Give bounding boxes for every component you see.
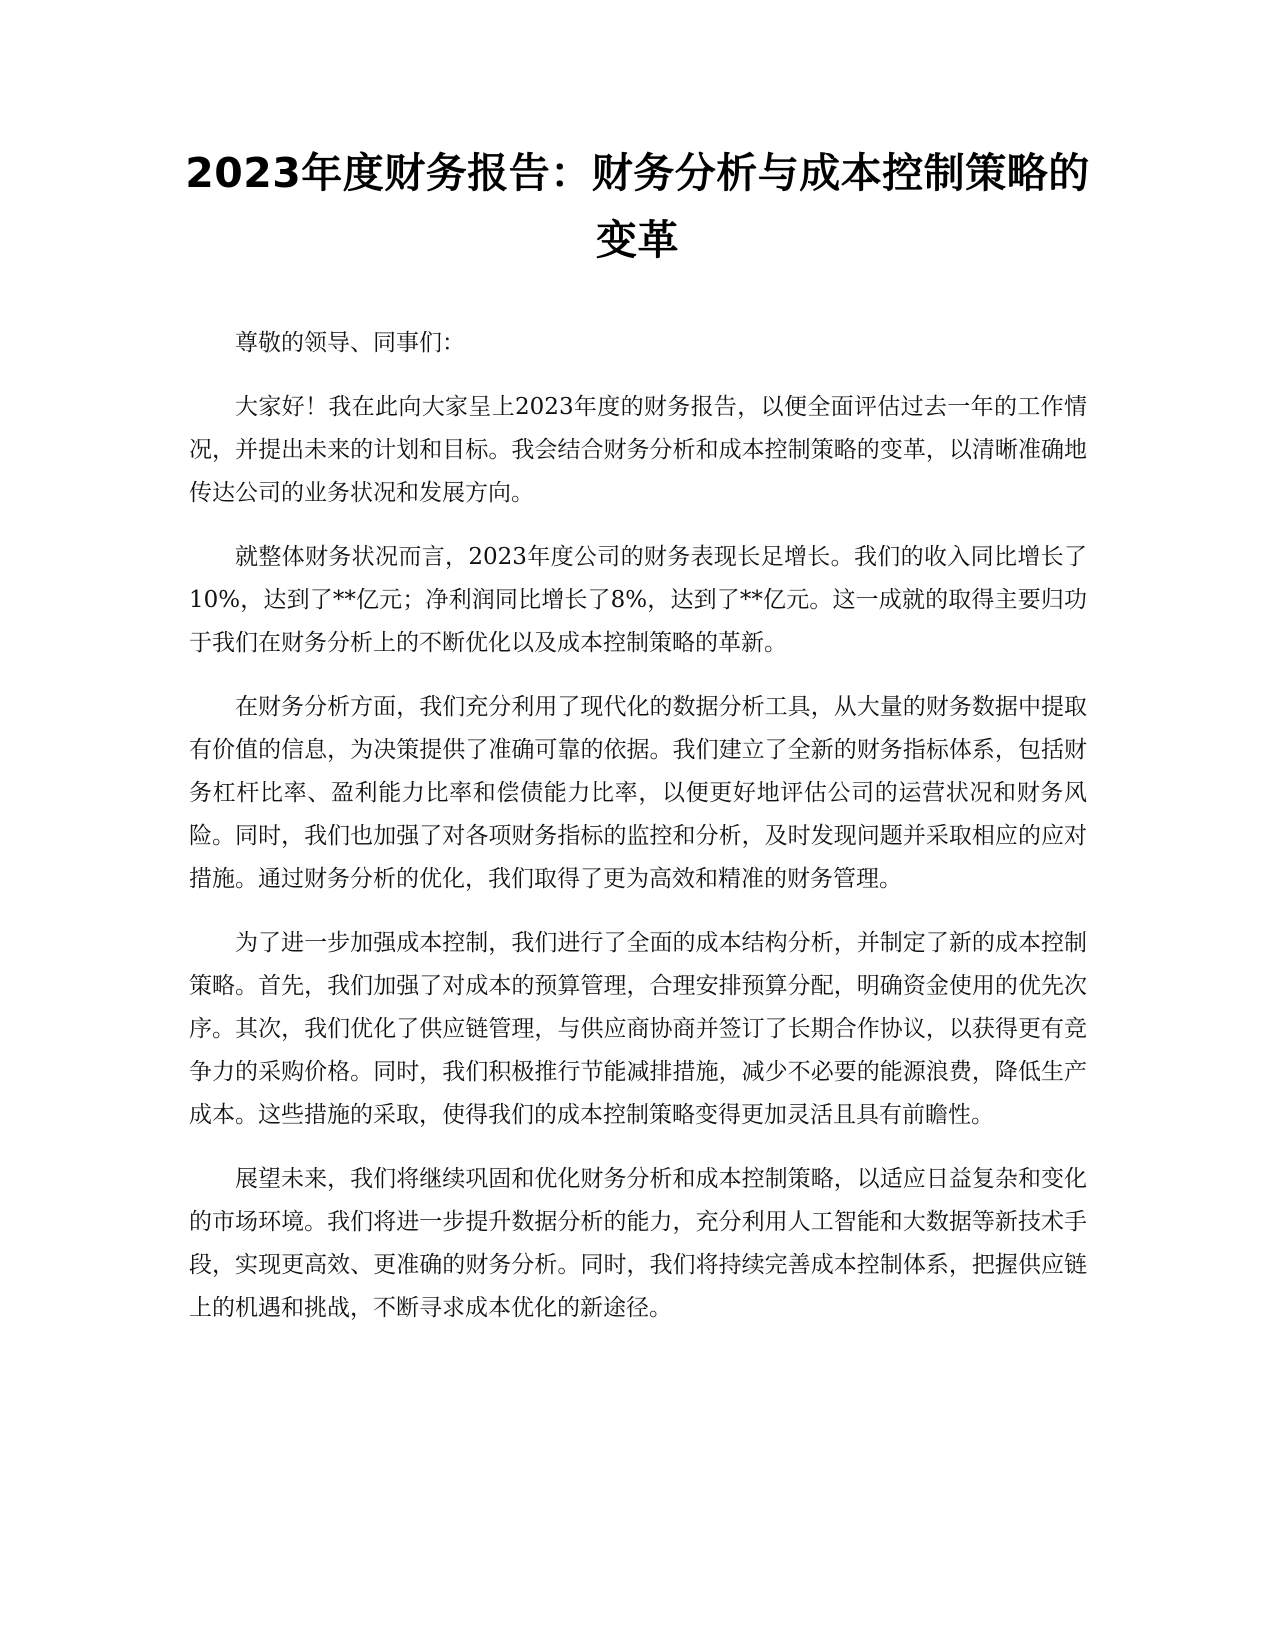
document-title: 2023年度财务报告：财务分析与成本控制策略的变革: [185, 149, 1090, 264]
paragraph-cost-control: 为了进一步加强成本控制，我们进行了全面的成本结构分析，并制定了新的成本控制策略。首先，我们加强了对成本的预算管理，合理安排预算分配，明确资金使用的优先次序。其次，我们优化了供应链管理，与供应商协商并签订了长期合作协议，以获得更有竞争力的采购价格。同时，我们积极推行节能减排措施，减少不必要的能源浪费，降低生产成本。这些措施的采取，使得我们的成本控制策略变得更加灵活且具有前瞻性。: [189, 930, 1087, 1128]
paragraph-intro: 大家好！我在此向大家呈上2023年度的财务报告，以便全面评估过去一年的工作情况，并提出未来的计划和目标。我会结合财务分析和成本控制策略的变革，以清晰准确地传达公司的业务状况和发展方向。: [189, 394, 1087, 506]
paragraph-outlook: 展望未来，我们将继续巩固和优化财务分析和成本控制策略，以适应日益复杂和变化的市场环境。我们将进一步提升数据分析的能力，充分利用人工智能和大数据等新技术手段，实现更高效、更准确的财务分析。同时，我们将持续完善成本控制体系，把握供应链上的机遇和挑战，不断寻求成本优化的新途径。: [189, 1166, 1087, 1321]
paragraph-overall-financials: 就整体财务状况而言，2023年度公司的财务表现长足增长。我们的收入同比增长了10%，达到了**亿元；净利润同比增长了8%，达到了**亿元。这一成就的取得主要归功于我们在财务分析上的不断优化以及成本控制策略的革新。: [189, 544, 1087, 656]
paragraph-financial-analysis: 在财务分析方面，我们充分利用了现代化的数据分析工具，从大量的财务数据中提取有价值的信息，为决策提供了准确可靠的依据。我们建立了全新的财务指标体系，包括财务杠杆比率、盈利能力比率和偿债能力比率，以便更好地评估公司的运营状况和财务风险。同时，我们也加强了对各项财务指标的监控和分析，及时发现问题并采取相应的应对措施。通过财务分析的优化，我们取得了更为高效和精准的财务管理。: [189, 694, 1087, 892]
document-body: [189, 322, 1087, 1351]
salutation: 尊敬的领导、同事们：: [235, 330, 465, 356]
